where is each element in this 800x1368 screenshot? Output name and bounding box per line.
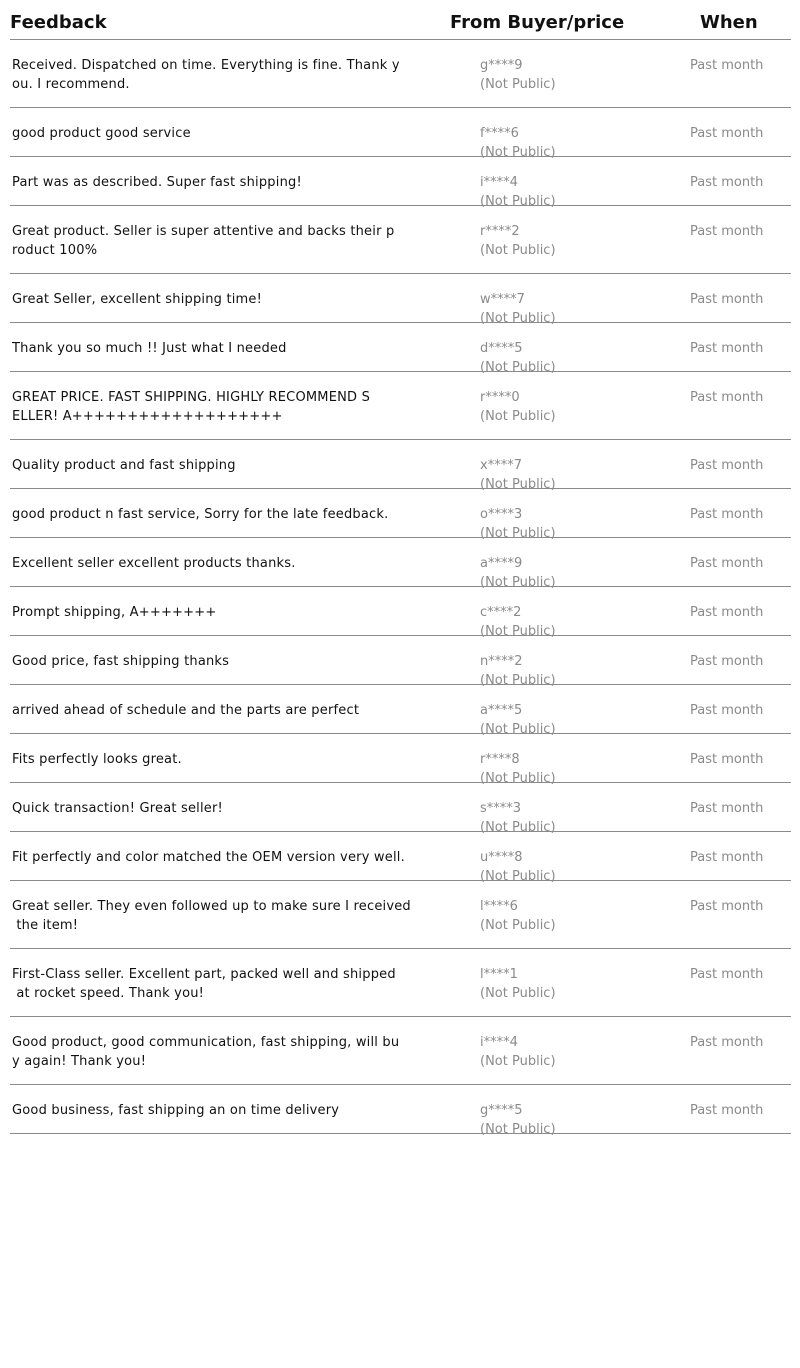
buyer-name: r****8: [480, 752, 520, 767]
table-row: [10, 636, 791, 688]
buyer-name: g****9: [480, 58, 523, 73]
table-row: [10, 489, 791, 541]
feedback-when: Past month: [690, 458, 764, 473]
feedback-text: First-Class seller. Excellent part, packed well and shipped at rocket speed. Thank you!: [12, 967, 396, 1001]
feedback-when: Past month: [690, 703, 764, 718]
feedback-text: Good price, fast shipping thanks: [12, 654, 230, 669]
feedback-table: [10, 0, 791, 1137]
table-row: [10, 734, 791, 786]
buyer-visibility: (Not Public): [480, 1054, 556, 1069]
buyer-name: u****8: [480, 850, 523, 865]
buyer-name: r****0: [480, 390, 520, 405]
buyer-name: l****6: [480, 899, 518, 914]
header-feedback: Feedback: [10, 12, 107, 33]
buyer-name: i****4: [480, 175, 518, 190]
buyer-name: s****3: [480, 801, 522, 816]
feedback-when: Past month: [690, 175, 764, 190]
feedback-text: arrived ahead of schedule and the parts are perfect: [12, 703, 360, 718]
table-row: [10, 832, 791, 884]
buyer-visibility: (Not Public): [480, 575, 556, 590]
feedback-text: Great Seller, excellent shipping time!: [12, 292, 263, 307]
buyer-name: l****1: [480, 967, 518, 982]
feedback-rows: [10, 40, 791, 1137]
feedback-text: GREAT PRICE. FAST SHIPPING. HIGHLY RECOMMEND S ELLER! A+++++++++++++++++++: [12, 390, 371, 424]
buyer-info: [480, 1033, 556, 1071]
buyer-visibility: (Not Public): [480, 722, 556, 737]
buyer-visibility: (Not Public): [480, 145, 556, 160]
feedback-text: Quality product and fast shipping: [12, 458, 236, 473]
table-row: [10, 206, 791, 274]
table-row: [10, 40, 791, 108]
table-row: [10, 157, 791, 209]
feedback-text: good product good service: [12, 126, 191, 141]
feedback-when: Past month: [690, 752, 764, 767]
feedback-when: Past month: [690, 224, 764, 239]
feedback-when: Past month: [690, 899, 764, 914]
buyer-name: g****5: [480, 1103, 523, 1118]
table-row: [10, 274, 791, 326]
buyer-name: r****2: [480, 224, 520, 239]
feedback-when: Past month: [690, 967, 764, 982]
buyer-name: w****7: [480, 292, 525, 307]
buyer-visibility: (Not Public): [480, 624, 556, 639]
table-row: [10, 881, 791, 949]
buyer-info: [480, 56, 556, 94]
buyer-visibility: (Not Public): [480, 986, 556, 1001]
feedback-text: Fits perfectly looks great.: [12, 752, 182, 767]
feedback-text: Received. Dispatched on time. Everything is fine. Thank y ou. I recommend.: [12, 58, 400, 92]
feedback-text: good product n fast service, Sorry for the late feedback.: [12, 507, 389, 522]
feedback-when: Past month: [690, 654, 764, 669]
feedback-text: Part was as described. Super fast shipping!: [12, 175, 302, 190]
feedback-when: Past month: [690, 605, 764, 620]
buyer-name: o****3: [480, 507, 523, 522]
buyer-info: [480, 965, 556, 1003]
table-row: [10, 440, 791, 492]
feedback-text: Great seller. They even followed up to make sure I received the item!: [12, 899, 411, 933]
header-when: When: [700, 12, 758, 33]
buyer-name: c****2: [480, 605, 522, 620]
buyer-name: i****4: [480, 1035, 518, 1050]
table-row: [10, 372, 791, 440]
feedback-when: Past month: [690, 341, 764, 356]
feedback-when: Past month: [690, 126, 764, 141]
buyer-info: [480, 222, 556, 260]
feedback-text: Good business, fast shipping an on time delivery: [12, 1103, 340, 1118]
buyer-name: f****6: [480, 126, 519, 141]
buyer-name: a****5: [480, 703, 523, 718]
feedback-when: Past month: [690, 292, 764, 307]
buyer-name: n****2: [480, 654, 523, 669]
feedback-text: Excellent seller excellent products thanks.: [12, 556, 296, 571]
feedback-text: Quick transaction! Great seller!: [12, 801, 223, 816]
header-from-buyer-price: From Buyer/price: [450, 12, 625, 33]
table-row: [10, 685, 791, 737]
feedback-when: Past month: [690, 58, 764, 73]
buyer-name: a****9: [480, 556, 523, 571]
buyer-visibility: (Not Public): [480, 526, 556, 541]
table-row: [10, 1085, 791, 1137]
buyer-info: [480, 897, 556, 935]
buyer-name: d****5: [480, 341, 523, 356]
buyer-visibility: (Not Public): [480, 409, 556, 424]
feedback-when: Past month: [690, 1103, 764, 1118]
feedback-when: Past month: [690, 1035, 764, 1050]
buyer-visibility: (Not Public): [480, 869, 556, 884]
buyer-visibility: (Not Public): [480, 77, 556, 92]
buyer-visibility: (Not Public): [480, 918, 556, 933]
feedback-text: Good product, good communication, fast shipping, will bu y again! Thank you!: [12, 1035, 400, 1069]
feedback-when: Past month: [690, 556, 764, 571]
buyer-visibility: (Not Public): [480, 360, 556, 375]
feedback-when: Past month: [690, 390, 764, 405]
table-row: [10, 949, 791, 1017]
feedback-when: Past month: [690, 507, 764, 522]
feedback-text: Thank you so much !! Just what I needed: [12, 341, 287, 356]
feedback-when: Past month: [690, 801, 764, 816]
buyer-visibility: (Not Public): [480, 820, 556, 835]
feedback-text: Fit perfectly and color matched the OEM version very well.: [12, 850, 405, 865]
buyer-visibility: (Not Public): [480, 311, 556, 326]
buyer-info: [480, 388, 556, 426]
table-row: [10, 323, 791, 375]
table-row: [10, 538, 791, 590]
table-row: [10, 1017, 791, 1085]
table-header: [10, 0, 791, 40]
table-row: [10, 587, 791, 639]
table-row: [10, 108, 791, 160]
buyer-visibility: (Not Public): [480, 1122, 556, 1137]
buyer-info: [480, 1101, 556, 1139]
buyer-visibility: (Not Public): [480, 477, 556, 492]
table-row: [10, 783, 791, 835]
buyer-visibility: (Not Public): [480, 771, 556, 786]
feedback-text: Prompt shipping, A+++++++: [12, 605, 217, 620]
buyer-visibility: (Not Public): [480, 194, 556, 209]
buyer-name: x****7: [480, 458, 522, 473]
feedback-text: Great product. Seller is super attentive and backs their p roduct 100%: [12, 224, 395, 258]
buyer-visibility: (Not Public): [480, 673, 556, 688]
feedback-when: Past month: [690, 850, 764, 865]
buyer-visibility: (Not Public): [480, 243, 556, 258]
